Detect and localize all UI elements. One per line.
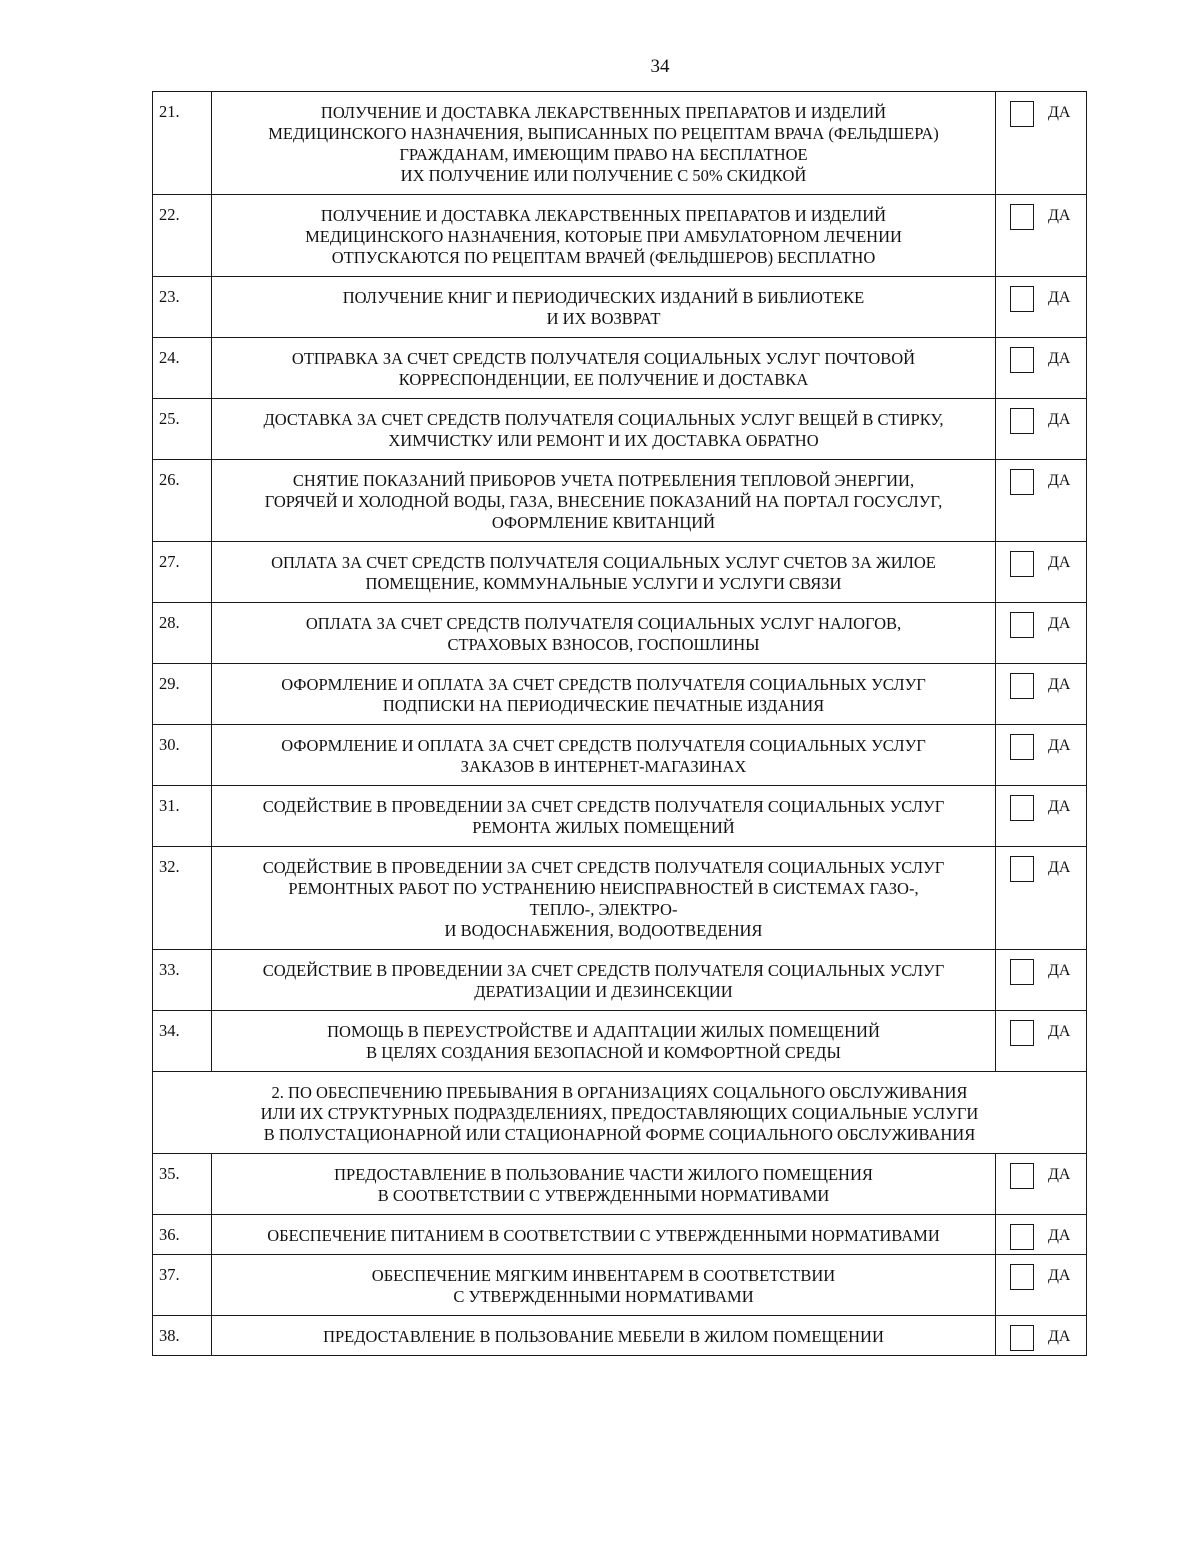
service-row (153, 725, 1087, 786)
row-number: 21. (153, 92, 212, 195)
yes-option[interactable] (996, 795, 1086, 821)
yes-option[interactable] (996, 1325, 1086, 1351)
yes-cell (996, 1011, 1087, 1072)
service-description-line: И ИХ ВОЗВРАТ (546, 309, 661, 328)
row-number: 33. (153, 950, 212, 1011)
service-description-line: И ВОДОСНАБЖЕНИЯ, ВОДООТВЕДЕНИЯ (444, 921, 763, 940)
row-number: 23. (153, 277, 212, 338)
yes-label: ДА (1048, 289, 1071, 306)
service-description-line: ОТПУСКАЮТСЯ ПО РЕЦЕПТАМ ВРАЧЕЙ (ФЕЛЬДШЕРОВ) БЕСПЛАТНО (331, 248, 876, 267)
yes-cell (996, 399, 1087, 460)
yes-label: ДА (1048, 1328, 1071, 1345)
service-description (212, 725, 996, 786)
service-description-line: ОБЕСПЕЧЕНИЕ ПИТАНИЕМ В СООТВЕТСТВИИ С УТВЕРЖДЕННЫМИ НОРМАТИВАМИ (267, 1226, 940, 1245)
yes-option[interactable] (996, 734, 1086, 760)
yes-option[interactable] (996, 1163, 1086, 1189)
row-number: 37. (153, 1255, 212, 1316)
yes-label: ДА (1048, 798, 1071, 815)
service-description-line: СНЯТИЕ ПОКАЗАНИЙ ПРИБОРОВ УЧЕТА ПОТРЕБЛЕНИЯ ТЕПЛОВОЙ ЭНЕРГИИ, (292, 471, 915, 490)
row-number: 24. (153, 338, 212, 399)
row-number: 25. (153, 399, 212, 460)
service-description-line: С УТВЕРЖДЕННЫМИ НОРМАТИВАМИ (453, 1287, 754, 1306)
service-description-line: ПОЛУЧЕНИЕ И ДОСТАВКА ЛЕКАРСТВЕННЫХ ПРЕПАРАТОВ И ИЗДЕЛИЙ (320, 103, 887, 122)
yes-checkbox[interactable] (1010, 347, 1034, 373)
yes-option[interactable] (996, 551, 1086, 577)
service-description-line: СОДЕЙСТВИЕ В ПРОВЕДЕНИИ ЗА СЧЕТ СРЕДСТВ ПОЛУЧАТЕЛЯ СОЦИАЛЬНЫХ УСЛУГ (262, 858, 945, 877)
service-description-line: ПОМОЩЬ В ПЕРЕУСТРОЙСТВЕ И АДАПТАЦИИ ЖИЛЫХ ПОМЕЩЕНИЙ (327, 1022, 880, 1041)
row-number: 26. (153, 460, 212, 542)
service-row (153, 338, 1087, 399)
yes-checkbox[interactable] (1010, 1224, 1034, 1250)
yes-option[interactable] (996, 347, 1086, 373)
service-description-line: КОРРЕСПОНДЕНЦИИ, ЕЕ ПОЛУЧЕНИЕ И ДОСТАВКА (398, 370, 809, 389)
yes-option[interactable] (996, 612, 1086, 638)
service-description-line: ГРАЖДАНАМ, ИМЕЮЩИМ ПРАВО НА БЕСПЛАТНОЕ (399, 145, 808, 164)
row-number: 34. (153, 1011, 212, 1072)
yes-checkbox[interactable] (1010, 101, 1034, 127)
service-row (153, 786, 1087, 847)
service-description (212, 1255, 996, 1316)
service-description-line: ЗАКАЗОВ В ИНТЕРНЕТ-МАГАЗИНАХ (460, 757, 747, 776)
service-description-line: ДОСТАВКА ЗА СЧЕТ СРЕДСТВ ПОЛУЧАТЕЛЯ СОЦИАЛЬНЫХ УСЛУГ ВЕЩЕЙ В СТИРКУ, (263, 410, 944, 429)
service-description (212, 542, 996, 603)
service-row (153, 195, 1087, 277)
yes-option[interactable] (996, 959, 1086, 985)
page-number: 34 (650, 56, 670, 77)
service-description (212, 603, 996, 664)
yes-label: ДА (1048, 104, 1071, 121)
service-description-line: ОПЛАТА ЗА СЧЕТ СРЕДСТВ ПОЛУЧАТЕЛЯ СОЦИАЛЬНЫХ УСЛУГ НАЛОГОВ, (305, 614, 902, 633)
yes-checkbox[interactable] (1010, 551, 1034, 577)
service-row (153, 1215, 1087, 1255)
service-description-line: ХИМЧИСТКУ ИЛИ РЕМОНТ И ИХ ДОСТАВКА ОБРАТНО (388, 431, 819, 450)
yes-option[interactable] (996, 101, 1086, 127)
row-number: 30. (153, 725, 212, 786)
yes-checkbox[interactable] (1010, 1020, 1034, 1046)
yes-cell (996, 460, 1087, 542)
yes-label: ДА (1048, 615, 1071, 632)
services-group-b (153, 1154, 1087, 1356)
service-row (153, 1316, 1087, 1356)
yes-option[interactable] (996, 469, 1086, 495)
service-description (212, 786, 996, 847)
yes-label: ДА (1048, 1267, 1071, 1284)
service-description-line: МЕДИЦИНСКОГО НАЗНАЧЕНИЯ, КОТОРЫЕ ПРИ АМБУЛАТОРНОМ ЛЕЧЕНИИ (305, 227, 902, 246)
yes-option[interactable] (996, 673, 1086, 699)
yes-cell (996, 603, 1087, 664)
yes-label: ДА (1048, 411, 1071, 428)
row-number: 36. (153, 1215, 212, 1255)
yes-cell (996, 725, 1087, 786)
service-row (153, 460, 1087, 542)
service-description-line: ПРЕДОСТАВЛЕНИЕ В ПОЛЬЗОВАНИЕ ЧАСТИ ЖИЛОГО ПОМЕЩЕНИЯ (334, 1165, 873, 1184)
section-2-title-line: 2. ПО ОБЕСПЕЧЕНИЮ ПРЕБЫВАНИЯ В ОРГАНИЗАЦИЯХ СОЦАЛЬНОГО ОБСЛУЖИВАНИЯ (271, 1083, 968, 1102)
service-description-line: ПОМЕЩЕНИЕ, КОММУНАЛЬНЫЕ УСЛУГИ И УСЛУГИ СВЯЗИ (365, 574, 842, 593)
yes-cell (996, 847, 1087, 950)
yes-checkbox[interactable] (1010, 734, 1034, 760)
service-description (212, 1316, 996, 1356)
row-number: 38. (153, 1316, 212, 1356)
service-row (153, 950, 1087, 1011)
service-row (153, 664, 1087, 725)
service-description (212, 1154, 996, 1215)
yes-checkbox[interactable] (1010, 286, 1034, 312)
row-number: 28. (153, 603, 212, 664)
service-description-line: ОФОРМЛЕНИЕ И ОПЛАТА ЗА СЧЕТ СРЕДСТВ ПОЛУЧАТЕЛЯ СОЦИАЛЬНЫХ УСЛУГ (281, 675, 926, 694)
yes-cell (996, 277, 1087, 338)
service-description (212, 338, 996, 399)
yes-cell (996, 1215, 1087, 1255)
yes-option[interactable] (996, 1020, 1086, 1046)
service-description-line: РЕМОНТНЫХ РАБОТ ПО УСТРАНЕНИЮ НЕИСПРАВНОСТЕЙ В СИСТЕМАХ ГАЗО-, (288, 879, 919, 898)
service-description-line: МЕДИЦИНСКОГО НАЗНАЧЕНИЯ, ВЫПИСАННЫХ ПО РЕЦЕПТАМ ВРАЧА (ФЕЛЬДШЕРА) (268, 124, 939, 143)
yes-checkbox[interactable] (1010, 469, 1034, 495)
service-row (153, 92, 1087, 195)
service-description (212, 847, 996, 950)
section-2-title-line: ИЛИ ИХ СТРУКТУРНЫХ ПОДРАЗДЕЛЕНИЯХ, ПРЕДОСТАВЛЯЮЩИХ СОЦИАЛЬНЫЕ УСЛУГИ (260, 1104, 979, 1123)
service-row (153, 847, 1087, 950)
service-description-line: СТРАХОВЫХ ВЗНОСОВ, ГОСПОШЛИНЫ (447, 635, 760, 654)
yes-checkbox[interactable] (1010, 959, 1034, 985)
service-description-line: ОПЛАТА ЗА СЧЕТ СРЕДСТВ ПОЛУЧАТЕЛЯ СОЦИАЛЬНЫХ УСЛУГ СЧЕТОВ ЗА ЖИЛОЕ (271, 553, 936, 572)
section-2-title (153, 1072, 1087, 1154)
yes-checkbox[interactable] (1010, 1264, 1034, 1290)
yes-option[interactable] (996, 1224, 1086, 1250)
yes-cell (996, 92, 1087, 195)
yes-checkbox[interactable] (1010, 1163, 1034, 1189)
yes-cell (996, 786, 1087, 847)
service-row (153, 1255, 1087, 1316)
row-number: 27. (153, 542, 212, 603)
service-row (153, 399, 1087, 460)
service-description (212, 950, 996, 1011)
section-2-title-line: В ПОЛУСТАЦИОНАРНОЙ ИЛИ СТАЦИОНАРНОЙ ФОРМЕ СОЦИАЛЬНОГО ОБСЛУЖИВАНИЯ (263, 1125, 976, 1144)
service-description-line: ГОРЯЧЕЙ И ХОЛОДНОЙ ВОДЫ, ГАЗА, ВНЕСЕНИЕ ПОКАЗАНИЙ НА ПОРТАЛ ГОСУСЛУГ, (264, 492, 943, 511)
yes-label: ДА (1048, 472, 1071, 489)
service-row (153, 603, 1087, 664)
yes-label: ДА (1048, 207, 1071, 224)
service-description-line: ОФОРМЛЕНИЕ И ОПЛАТА ЗА СЧЕТ СРЕДСТВ ПОЛУЧАТЕЛЯ СОЦИАЛЬНЫХ УСЛУГ (281, 736, 926, 755)
yes-option[interactable] (996, 1264, 1086, 1290)
yes-option[interactable] (996, 204, 1086, 230)
row-number: 31. (153, 786, 212, 847)
row-number: 29. (153, 664, 212, 725)
service-description-line: ОТПРАВКА ЗА СЧЕТ СРЕДСТВ ПОЛУЧАТЕЛЯ СОЦИАЛЬНЫХ УСЛУГ ПОЧТОВОЙ (291, 349, 916, 368)
yes-label: ДА (1048, 737, 1071, 754)
yes-checkbox[interactable] (1010, 1325, 1034, 1351)
yes-cell (996, 1154, 1087, 1215)
yes-cell (996, 950, 1087, 1011)
service-description-line: ПОЛУЧЕНИЕ И ДОСТАВКА ЛЕКАРСТВЕННЫХ ПРЕПАРАТОВ И ИЗДЕЛИЙ (320, 206, 887, 225)
services-group-a (153, 92, 1087, 1072)
service-row (153, 277, 1087, 338)
row-number: 32. (153, 847, 212, 950)
yes-option[interactable] (996, 408, 1086, 434)
yes-cell (996, 664, 1087, 725)
yes-option[interactable] (996, 286, 1086, 312)
service-description-line: ОФОРМЛЕНИЕ КВИТАНЦИЙ (491, 513, 716, 532)
section-header-row (153, 1072, 1087, 1154)
service-description-line: ОБЕСПЕЧЕНИЕ МЯГКИМ ИНВЕНТАРЕМ В СООТВЕТСТВИИ (371, 1266, 836, 1285)
service-description-line: СОДЕЙСТВИЕ В ПРОВЕДЕНИИ ЗА СЧЕТ СРЕДСТВ ПОЛУЧАТЕЛЯ СОЦИАЛЬНЫХ УСЛУГ (262, 797, 945, 816)
service-description-line: РЕМОНТА ЖИЛЫХ ПОМЕЩЕНИЙ (472, 818, 735, 837)
yes-label: ДА (1048, 962, 1071, 979)
yes-label: ДА (1048, 1166, 1071, 1183)
service-description (212, 460, 996, 542)
service-description (212, 92, 996, 195)
yes-checkbox[interactable] (1010, 673, 1034, 699)
service-description (212, 1215, 996, 1255)
row-number: 35. (153, 1154, 212, 1215)
service-description-line: ПОЛУЧЕНИЕ КНИГ И ПЕРИОДИЧЕСКИХ ИЗДАНИЙ В БИБЛИОТЕКЕ (342, 288, 865, 307)
service-row (153, 1011, 1087, 1072)
service-description-line: ДЕРАТИЗАЦИИ И ДЕЗИНСЕКЦИИ (474, 982, 733, 1001)
service-description-line: В СООТВЕТСТВИИ С УТВЕРЖДЕННЫМИ НОРМАТИВАМИ (377, 1186, 830, 1205)
yes-checkbox[interactable] (1010, 856, 1034, 882)
yes-label: ДА (1048, 554, 1071, 571)
services-table (152, 91, 1087, 1356)
yes-label: ДА (1048, 1023, 1071, 1040)
yes-cell (996, 1316, 1087, 1356)
service-row (153, 1154, 1087, 1215)
service-description-line: ПОДПИСКИ НА ПЕРИОДИЧЕСКИЕ ПЕЧАТНЫЕ ИЗДАНИЯ (382, 696, 825, 715)
service-description (212, 399, 996, 460)
service-description (212, 195, 996, 277)
yes-cell (996, 338, 1087, 399)
service-description-line: СОДЕЙСТВИЕ В ПРОВЕДЕНИИ ЗА СЧЕТ СРЕДСТВ ПОЛУЧАТЕЛЯ СОЦИАЛЬНЫХ УСЛУГ (262, 961, 945, 980)
yes-checkbox[interactable] (1010, 204, 1034, 230)
yes-label: ДА (1048, 676, 1071, 693)
yes-checkbox[interactable] (1010, 795, 1034, 821)
service-description (212, 664, 996, 725)
service-description (212, 1011, 996, 1072)
yes-label: ДА (1048, 350, 1071, 367)
section-header-group (153, 1072, 1087, 1154)
service-description (212, 277, 996, 338)
yes-label: ДА (1048, 1227, 1071, 1244)
service-description-line: В ЦЕЛЯХ СОЗДАНИЯ БЕЗОПАСНОЙ И КОМФОРТНОЙ СРЕДЫ (366, 1043, 841, 1062)
service-description-line: ИХ ПОЛУЧЕНИЕ ИЛИ ПОЛУЧЕНИЕ С 50% СКИДКОЙ (400, 166, 807, 185)
yes-cell (996, 542, 1087, 603)
yes-label: ДА (1048, 859, 1071, 876)
service-description-line: ТЕПЛО-, ЭЛЕКТРО- (529, 900, 678, 919)
yes-checkbox[interactable] (1010, 612, 1034, 638)
service-description-line: ПРЕДОСТАВЛЕНИЕ В ПОЛЬЗОВАНИЕ МЕБЕЛИ В ЖИЛОМ ПОМЕЩЕНИИ (323, 1327, 884, 1346)
yes-checkbox[interactable] (1010, 408, 1034, 434)
yes-cell (996, 1255, 1087, 1316)
yes-cell (996, 195, 1087, 277)
row-number: 22. (153, 195, 212, 277)
yes-option[interactable] (996, 856, 1086, 882)
service-row (153, 542, 1087, 603)
